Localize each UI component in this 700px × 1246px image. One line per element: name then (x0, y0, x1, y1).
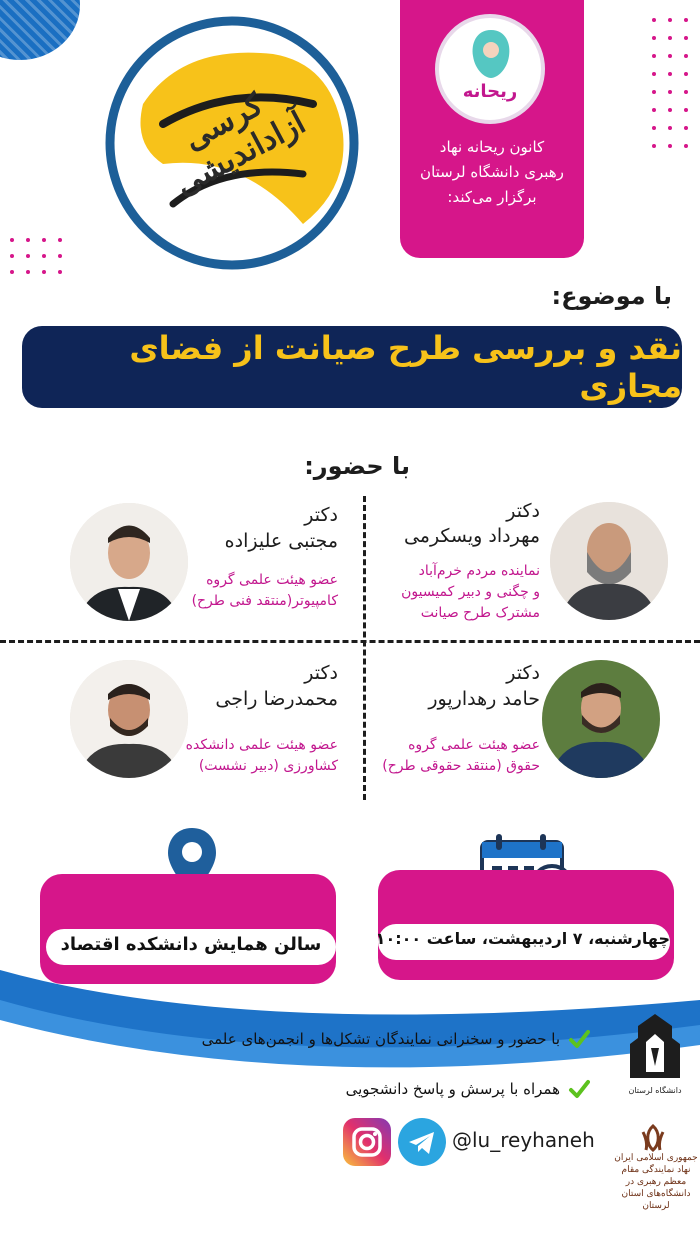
logo-calligraphy: کرسی آزاداندیشی (169, 86, 312, 204)
person-1-title: دکتر (506, 500, 540, 522)
social-handle[interactable]: @lu_reyhaneh (452, 1128, 595, 1152)
badge-text: ریحانه (462, 80, 518, 102)
avatar-mohammadreza (70, 660, 188, 778)
emblem-text: جمهوری اسلامی ایران نهاد نمایندگی مقام معظم رهبری در دانشگاه‌های استان لرستان (614, 1153, 698, 1211)
feature-1-text: با حضور و سخنرانی نمایندگان تشکل‌ها و انجمن‌های علمی (201, 1030, 560, 1048)
vertical-divider (363, 496, 366, 800)
emblem-icon (628, 1122, 678, 1152)
person-3-desc: عضو هیئت علمی گروه حقوق (منتقد حقوقی طرح) (382, 737, 540, 774)
check-icon (568, 1078, 590, 1100)
avatar-hamed (542, 660, 660, 778)
avatar-mojtaba (70, 503, 188, 621)
person-2-desc: عضو هیئت علمی گروه کامپیوتر(منتقد فنی طرح) (191, 572, 338, 609)
organizer-line-2: رهبری دانشگاه لرستان (420, 163, 564, 181)
person-4-desc: عضو هیئت علمی دانشکده کشاورزی (دبیر نشست) (185, 737, 338, 774)
avatar-mehrdad (550, 502, 668, 620)
horizontal-divider (0, 640, 700, 643)
person-3-name: حامد رهدارپور (428, 688, 540, 710)
person-3-title: دکتر (506, 662, 540, 684)
university-logo-icon (626, 1012, 684, 1090)
feature-2 (346, 1078, 590, 1100)
panel-label: با حضور: (304, 452, 410, 480)
organizer-line-1: کانون ریحانه نهاد (439, 138, 545, 156)
person-2-title: دکتر (304, 504, 338, 526)
location-text: سالن همایش دانشکده اقتصاد (60, 934, 322, 955)
check-icon (568, 1028, 590, 1050)
datetime-text: چهارشنبه، ۷ اردیبهشت، ساعت ۱۰:۰۰ (375, 929, 670, 948)
organizer-line-3: برگزار می‌کند: (447, 188, 537, 206)
person-1-desc: نماینده مردم خرم‌آباد و چگنی و دبیر کمیسیون مشترک طرح صیانت (401, 563, 540, 621)
corner-decoration (0, 0, 80, 60)
feature-2-text: همراه با پرسش و پاسخ دانشجویی (345, 1080, 560, 1098)
telegram-icon[interactable] (398, 1118, 446, 1166)
person-1-name: مهرداد ویسکرمی (403, 525, 540, 547)
dot-grid-left (10, 238, 62, 274)
person-4-title: دکتر (304, 662, 338, 684)
topic-title-box (22, 326, 682, 408)
kursi-logo (103, 14, 361, 272)
topic-label: با موضوع: (551, 282, 672, 310)
person-4-name: محمدرضا راجی (215, 688, 338, 710)
topic-title: نقد و بررسی طرح صیانت از فضای مجازی (129, 329, 682, 405)
instagram-icon[interactable] (343, 1118, 391, 1166)
reyhaneh-badge (435, 14, 545, 124)
person-2-name: مجتبی علیزاده (224, 530, 338, 552)
university-caption: دانشگاه لرستان (628, 1086, 682, 1095)
feature-1 (202, 1028, 590, 1050)
dot-grid-right (652, 18, 688, 148)
